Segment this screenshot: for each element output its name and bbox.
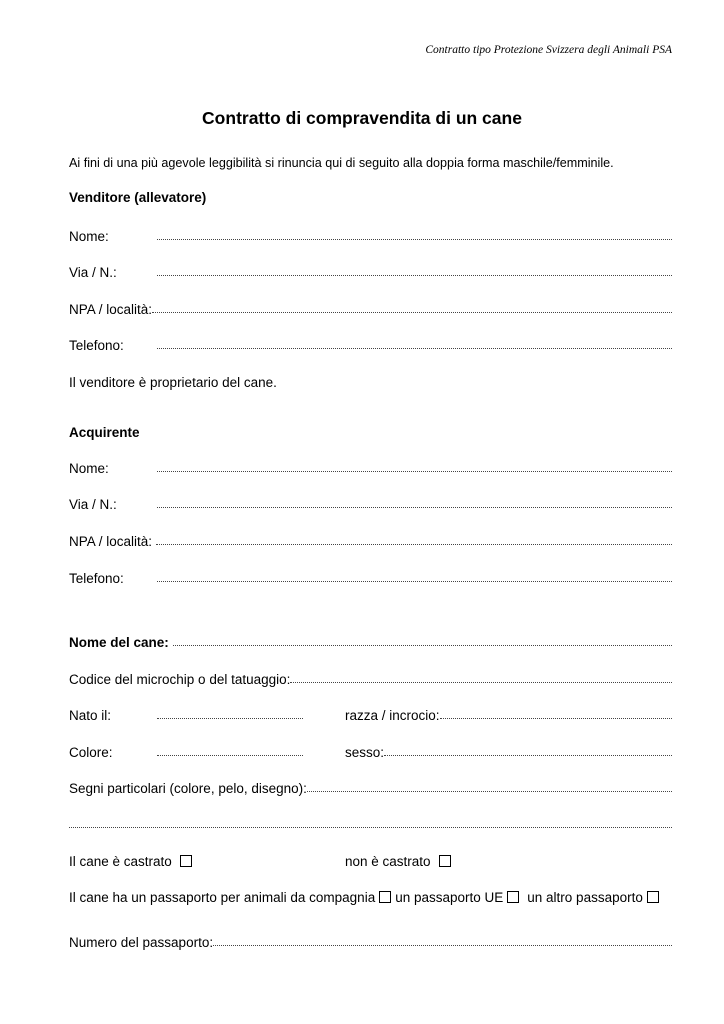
dog-marks-field[interactable] xyxy=(307,791,672,792)
seller-street-field[interactable] xyxy=(157,275,672,276)
seller-city-label: NPA / località: xyxy=(69,302,153,317)
seller-phone-field[interactable] xyxy=(157,348,672,349)
buyer-city-field[interactable] xyxy=(156,544,672,545)
dog-marks-continuation-row xyxy=(69,812,672,832)
seller-ownership-row xyxy=(69,370,672,390)
seller-city-row xyxy=(69,297,672,317)
dog-name-row xyxy=(69,630,672,650)
seller-ownership-note: Il venditore è proprietario del cane. xyxy=(69,375,277,390)
seller-heading: Venditore (allevatore) xyxy=(69,190,207,205)
dog-chip-field[interactable] xyxy=(290,682,672,683)
seller-city-field[interactable] xyxy=(152,312,672,313)
eu-passport-checkbox[interactable] xyxy=(507,891,519,903)
dog-castration-row xyxy=(69,849,672,869)
dog-marks-continuation-field[interactable] xyxy=(69,827,672,828)
not-castrated-checkbox[interactable] xyxy=(439,855,451,867)
dog-chip-label: Codice del microchip o del tatuaggio: xyxy=(69,672,291,687)
dog-breed-field[interactable] xyxy=(440,718,672,719)
dog-passport-row xyxy=(69,885,684,905)
seller-street-row xyxy=(69,260,672,280)
buyer-street-row xyxy=(69,492,672,512)
buyer-name-label: Nome: xyxy=(69,461,109,476)
buyer-heading-row xyxy=(69,420,672,440)
seller-phone-row xyxy=(69,333,672,353)
document-title: Contratto di compravendita di un cane xyxy=(202,108,522,128)
passport-number-row xyxy=(69,930,672,950)
dog-marks-label: Segni particolari (colore, pelo, disegno): xyxy=(69,781,307,796)
dog-color-label: Colore: xyxy=(69,745,113,760)
seller-name-row xyxy=(69,224,672,244)
dog-chip-row xyxy=(69,667,672,687)
buyer-name-field[interactable] xyxy=(157,471,672,472)
header-note: Contratto tipo Protezione Svizzera degli Animali PSA xyxy=(425,44,672,56)
buyer-phone-field[interactable] xyxy=(157,581,672,582)
dog-color-sex-row xyxy=(69,740,672,760)
buyer-city-row xyxy=(69,529,672,549)
dog-name-field[interactable] xyxy=(173,645,672,646)
seller-name-label: Nome: xyxy=(69,229,109,244)
buyer-street-label: Via / N.: xyxy=(69,497,117,512)
passport-number-label: Numero del passaporto: xyxy=(69,935,214,950)
buyer-name-row xyxy=(69,456,672,476)
intro-text xyxy=(69,150,672,170)
passport-number-field[interactable] xyxy=(213,945,672,946)
dog-sex-field[interactable] xyxy=(384,755,672,756)
castrated-label: Il cane è castrato xyxy=(69,854,172,869)
seller-name-field[interactable] xyxy=(157,239,672,240)
buyer-heading: Acquirente xyxy=(69,425,140,440)
castrated-checkbox[interactable] xyxy=(180,855,192,867)
seller-heading-row xyxy=(69,185,672,205)
buyer-street-field[interactable] xyxy=(157,507,672,508)
dog-marks-row xyxy=(69,776,672,796)
seller-street-label: Via / N.: xyxy=(69,265,117,280)
not-castrated-label: non è castrato xyxy=(345,854,431,869)
dog-breed-label: razza / incrocio: xyxy=(345,708,440,723)
buyer-phone-label: Telefono: xyxy=(69,571,124,586)
pet-passport-checkbox[interactable] xyxy=(379,891,391,903)
dog-born-field[interactable] xyxy=(157,718,303,719)
passport-other-label: un altro passaporto xyxy=(527,890,643,905)
dog-sex-label: sesso: xyxy=(345,745,385,760)
dog-color-field[interactable] xyxy=(157,755,303,756)
dog-name-label: Nome del cane: xyxy=(69,635,169,650)
other-passport-checkbox[interactable] xyxy=(647,891,659,903)
dog-born-label: Nato il: xyxy=(69,708,112,723)
intro-paragraph: Ai fini di una più agevole leggibilità si rinuncia qui di seguito alla doppia forma maschile/femminile. xyxy=(69,156,614,170)
buyer-phone-row xyxy=(69,566,672,586)
passport-intro-label: Il cane ha un passaporto per animali da compagnia xyxy=(69,890,376,905)
buyer-city-label: NPA / località: xyxy=(69,534,153,549)
seller-phone-label: Telefono: xyxy=(69,338,124,353)
dog-born-breed-row xyxy=(69,703,672,723)
passport-eu-label: un passaporto UE xyxy=(395,890,504,905)
